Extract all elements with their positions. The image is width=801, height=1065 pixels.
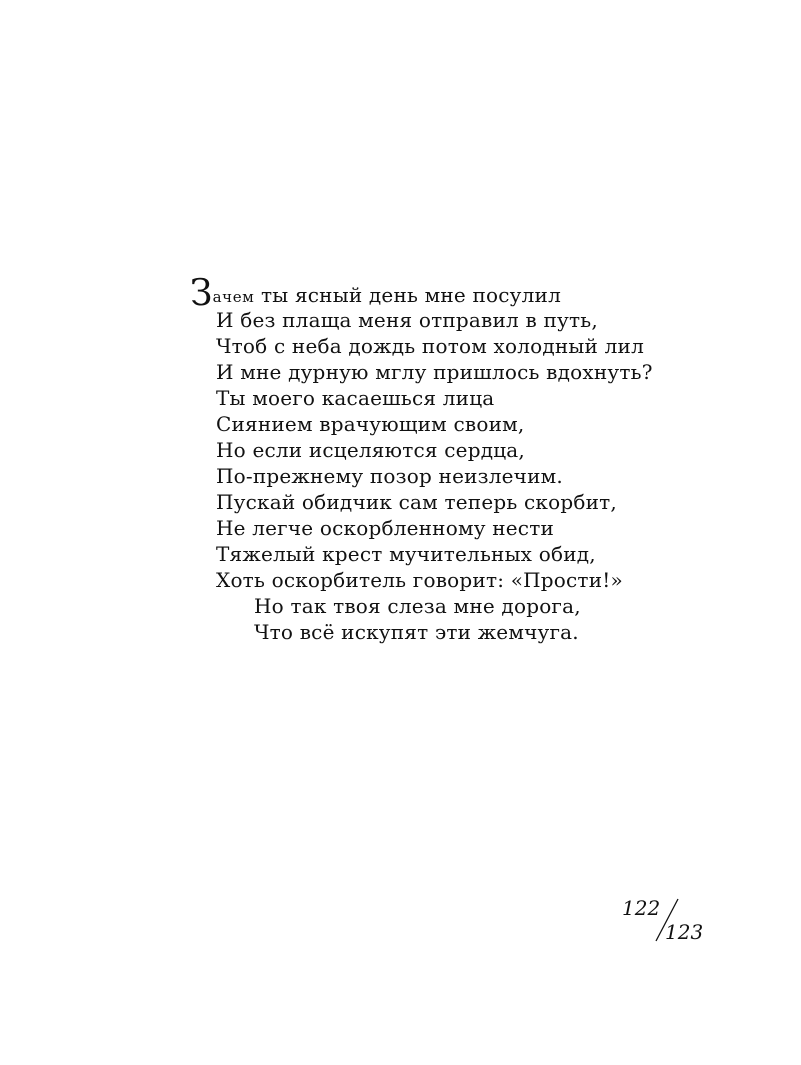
- drop-cap: З: [190, 273, 213, 314]
- poem-line: По-прежнему позор неизлечим.: [216, 464, 563, 488]
- poem-line: Но если исцеляются сердца,: [216, 438, 525, 462]
- poem-line: Не легче оскорбленному нести: [216, 516, 554, 540]
- poem-line: Хоть оскорбитель говорит: «Прости!»: [216, 568, 623, 592]
- poem-line: Тяжелый крест мучительных обид,: [216, 542, 596, 566]
- couplet-line: Но так твоя слеза мне дорога,: [254, 594, 581, 618]
- page-number-right: 123: [665, 920, 704, 944]
- small-caps-word: ачем: [212, 288, 255, 306]
- poem-line: Пускай обидчик сам теперь скорбит,: [216, 490, 617, 514]
- poem-line: Чтоб с неба дождь потом холодный лил: [216, 334, 644, 358]
- poem-line: И без плаща меня отправил в путь,: [216, 308, 598, 332]
- poem-line: И мне дурную мглу пришлось вдохнуть?: [216, 360, 653, 384]
- poem-line: Ты моего касаешься лица: [216, 386, 495, 410]
- couplet-line: Что всё искупят эти жемчуга.: [254, 620, 579, 644]
- poem-line: Сиянием врачующим своим,: [216, 412, 525, 436]
- page-number-left: 122: [622, 896, 661, 920]
- first-line-rest: ты ясный день мне посулил: [254, 283, 561, 307]
